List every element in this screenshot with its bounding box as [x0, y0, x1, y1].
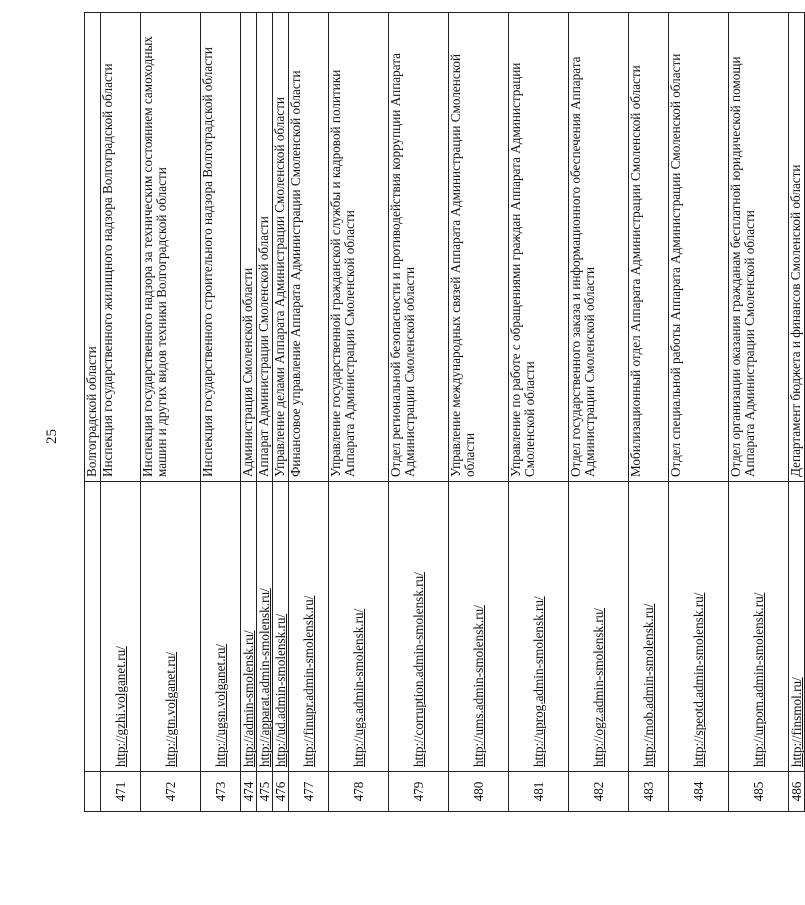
table-row — [257, 13, 273, 812]
row-number — [85, 772, 101, 812]
organization-name: Управление делами Аппарата Администрации Смоленской области — [273, 13, 289, 482]
table-container — [84, 12, 804, 812]
table-row — [201, 13, 241, 812]
row-url-cell — [85, 482, 101, 772]
site-link[interactable]: http://gtn.volganet.ru/ — [162, 651, 178, 767]
table-row — [101, 13, 141, 812]
organization-name: Инспекция государственного жилищного надзора Волгоградской области — [101, 13, 141, 482]
table-row — [569, 13, 629, 812]
row-number: 473 — [201, 772, 241, 812]
organization-name: Аппарат Администрации Смоленской области — [257, 13, 273, 482]
site-link[interactable]: http://finsmol.ru/ — [788, 677, 804, 767]
table-row — [141, 13, 201, 812]
row-number: 485 — [729, 772, 789, 812]
site-link[interactable]: http://urpom.admin-smolensk.ru/ — [750, 592, 766, 767]
organization-name: Мобилизационный отдел Аппарата Администрации Смоленской области — [629, 13, 669, 482]
organization-name: Инспекция государственного строительного надзора Волгоградской области — [201, 13, 241, 482]
table-row — [329, 13, 389, 812]
row-number: 474 — [241, 772, 257, 812]
site-link[interactable]: http://uprog.admin-smolensk.ru/ — [530, 596, 546, 767]
organization-name: Отдел организации оказания гражданам бесплатной юридической помощи Аппарата Администрации Смоленской области — [729, 13, 789, 482]
site-link[interactable]: http://apparat.admin-smolensk.ru/ — [256, 588, 272, 767]
organization-name: Управление по работе с обращениями граждан Аппарата Администрации Смоленской области — [509, 13, 569, 482]
organization-name: Инспекция государственного надзора за техническим состоянием самоходных машин и других видов техники Волгоградской области — [141, 13, 201, 482]
row-number: 482 — [569, 772, 629, 812]
table-row — [289, 13, 329, 812]
site-link[interactable]: http://ogz.admin-smolensk.ru/ — [590, 608, 606, 767]
row-number: 479 — [389, 772, 449, 812]
row-url-cell — [273, 482, 289, 772]
site-link[interactable]: http://speotd.admin-smolensk.ru/ — [690, 592, 706, 767]
row-number: 477 — [289, 772, 329, 812]
row-url-cell — [141, 482, 201, 772]
table-row — [389, 13, 449, 812]
row-number: 481 — [509, 772, 569, 812]
site-link[interactable]: http://ud.admin-smolensk.ru/ — [272, 613, 288, 767]
organization-name: Управление государственной гражданской службы и кадровой политики Аппарата Администрации Смоленской области — [329, 13, 389, 482]
row-number: 484 — [669, 772, 729, 812]
row-url-cell — [257, 482, 273, 772]
row-number: 472 — [141, 772, 201, 812]
row-url-cell — [449, 482, 509, 772]
organization-name: Волгоградской области — [85, 13, 101, 482]
row-url-cell — [669, 482, 729, 772]
row-number: 480 — [449, 772, 509, 812]
organization-name: Управление международных связей Аппарата Администрации Смоленской области — [449, 13, 509, 482]
table-body — [85, 13, 805, 812]
row-url-cell — [389, 482, 449, 772]
table-row — [669, 13, 729, 812]
table-row — [85, 13, 101, 812]
row-number: 486 — [789, 772, 805, 812]
organization-name: Администрация Смоленской области — [241, 13, 257, 482]
table-row — [509, 13, 569, 812]
sites-table — [84, 12, 805, 812]
site-link[interactable]: http://ugsn.volganet.ru/ — [212, 643, 228, 767]
row-number: 471 — [101, 772, 141, 812]
row-number: 475 — [257, 772, 273, 812]
row-url-cell — [569, 482, 629, 772]
row-url-cell — [729, 482, 789, 772]
site-link[interactable]: http://ums.admin-smolensk.ru/ — [470, 605, 486, 767]
row-url-cell — [329, 482, 389, 772]
site-link[interactable]: http://admin-smolensk.ru/ — [240, 630, 256, 767]
row-url-cell — [789, 482, 805, 772]
row-number: 483 — [629, 772, 669, 812]
row-url-cell — [629, 482, 669, 772]
site-link[interactable]: http://corruption.admin-smolensk.ru/ — [410, 572, 426, 767]
site-link[interactable]: http://finupr.admin-smolensk.ru/ — [300, 595, 316, 767]
site-link[interactable]: http://gzhi.volganet.ru/ — [112, 646, 128, 767]
organization-name: Отдел региональной безопасности и противодействия коррупции Аппарата Администрации Смоленской области — [389, 13, 449, 482]
row-url-cell — [201, 482, 241, 772]
row-number: 478 — [329, 772, 389, 812]
organization-name: Отдел специальной работы Аппарата Администрации Смоленской области — [669, 13, 729, 482]
row-url-cell — [241, 482, 257, 772]
table-row — [449, 13, 509, 812]
page-number: 25 — [44, 429, 60, 444]
table-row — [789, 13, 805, 812]
organization-name: Отдел государственного заказа и информационного обеспечения Аппарата Администрации Смоленской области — [569, 13, 629, 482]
row-url-cell — [101, 482, 141, 772]
row-url-cell — [509, 482, 569, 772]
organization-name: Департамент бюджета и финансов Смоленской области — [789, 13, 805, 482]
row-number: 476 — [273, 772, 289, 812]
table-row — [729, 13, 789, 812]
row-url-cell — [289, 482, 329, 772]
table-row — [273, 13, 289, 812]
table-row — [629, 13, 669, 812]
site-link[interactable]: http://ugs.admin-smolensk.ru/ — [350, 608, 366, 767]
site-link[interactable]: http://mob.admin-smolensk.ru/ — [640, 603, 656, 767]
table-row — [241, 13, 257, 812]
organization-name: Финансовое управление Аппарата Администрации Смоленской области — [289, 13, 329, 482]
